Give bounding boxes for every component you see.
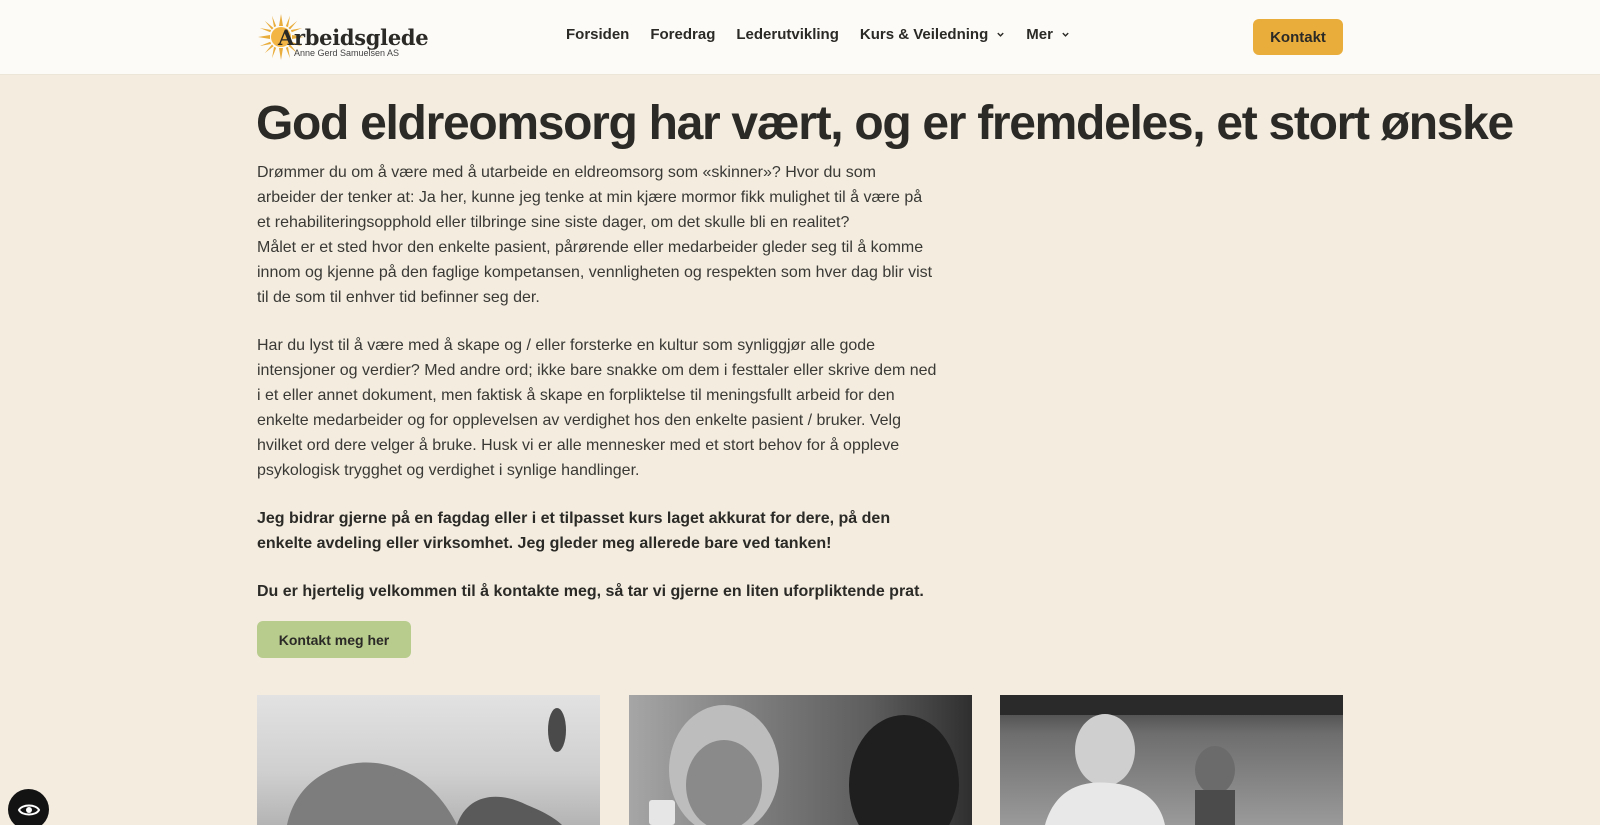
logo-subtitle: Anne Gerd Samuelsen AS [294,48,400,58]
accessibility-button[interactable] [8,789,49,825]
photo-elderly-2-illustration [629,695,972,825]
logo[interactable] [256,12,429,62]
nav-item-kurs-veiledning[interactable] [860,26,1005,43]
nav-label: Foredrag [650,26,716,43]
photo-elderly-1 [257,695,600,825]
page-title: God eldreomsorg har vært, og er fremdeles, et stort ønske [256,97,1513,150]
intro-text: Drømmer du om å være med å utarbeide en eldreomsorg som «skinner»? Hvor du som arbeider der tenker at: Ja her, kunne jeg tenke at min kjære mormor fikk mulighet til å være på et rehabiliteringsopphold eller tilbringe sine siste dager, om det skulle bli en realitet? [257,164,923,232]
main-nav [566,26,1091,43]
intro-text-goal: Målet er et sted hvor den enkelte pasient, pårørende eller medarbeider gleder seg til å komme innom og kjenne på den faglige kompetansen, vennligheten og respekten som hver dag blir vist til de som til enhver tid befinner seg der. [257,239,933,307]
contact-button[interactable]: Kontakt [1253,19,1343,55]
intro-paragraph [257,160,937,311]
accessibility-eye-icon [17,798,41,822]
photo-elderly-3-illustration [1000,695,1343,825]
chevron-down-icon [1061,30,1070,39]
offer-paragraph: Jeg bidrar gjerne på en fagdag eller i et tilpasset kurs laget akkurat for dere, på den enkelte avdeling eller virksomhet. Jeg gleder meg allerede bare ved tanken! [257,510,891,553]
nav-label: Lederutvikling [736,26,839,43]
chevron-down-icon [996,30,1005,39]
nav-item-forsiden[interactable] [566,26,629,43]
contact-me-button[interactable]: Kontakt meg her [257,621,411,658]
welcome-paragraph: Du er hjertelig velkommen til å kontakte meg, så tar vi gjerne en liten uforpliktende prat. [257,583,924,600]
nav-label: Mer [1026,26,1053,43]
nav-item-lederutvikling[interactable] [736,26,839,43]
photo-elderly-1-illustration [257,695,600,825]
photo-elderly-2 [629,695,972,825]
nav-label: Kurs & Veiledning [859,26,989,43]
nav-item-mer[interactable] [1026,26,1070,43]
nav-item-foredrag[interactable] [650,26,715,43]
culture-paragraph: Har du lyst til å være med å skape og / eller forsterke en kultur som synliggjør alle gode intensjoner og verdier? Med andre ord; ikke bare snakke om dem i festtaler eller skrive dem ned i et eller annet dokument, men faktisk å skape en forpliktelse til meningsfullt arbeid for den enkelte medarbeider og for opplevelsen av verdighet hos den enkelte pasient / bruker. Velg hvilket ord dere velger å bruke. Husk vi er alle mennesker med et stort behov for å oppleve psykologisk trygghet og verdighet i synlige handlinger. [257,337,937,480]
site-header [0,0,1600,75]
logo-title: Arbeidsglede [278,25,429,50]
nav-label: Forsiden [566,26,630,43]
photo-elderly-3 [1000,695,1343,825]
